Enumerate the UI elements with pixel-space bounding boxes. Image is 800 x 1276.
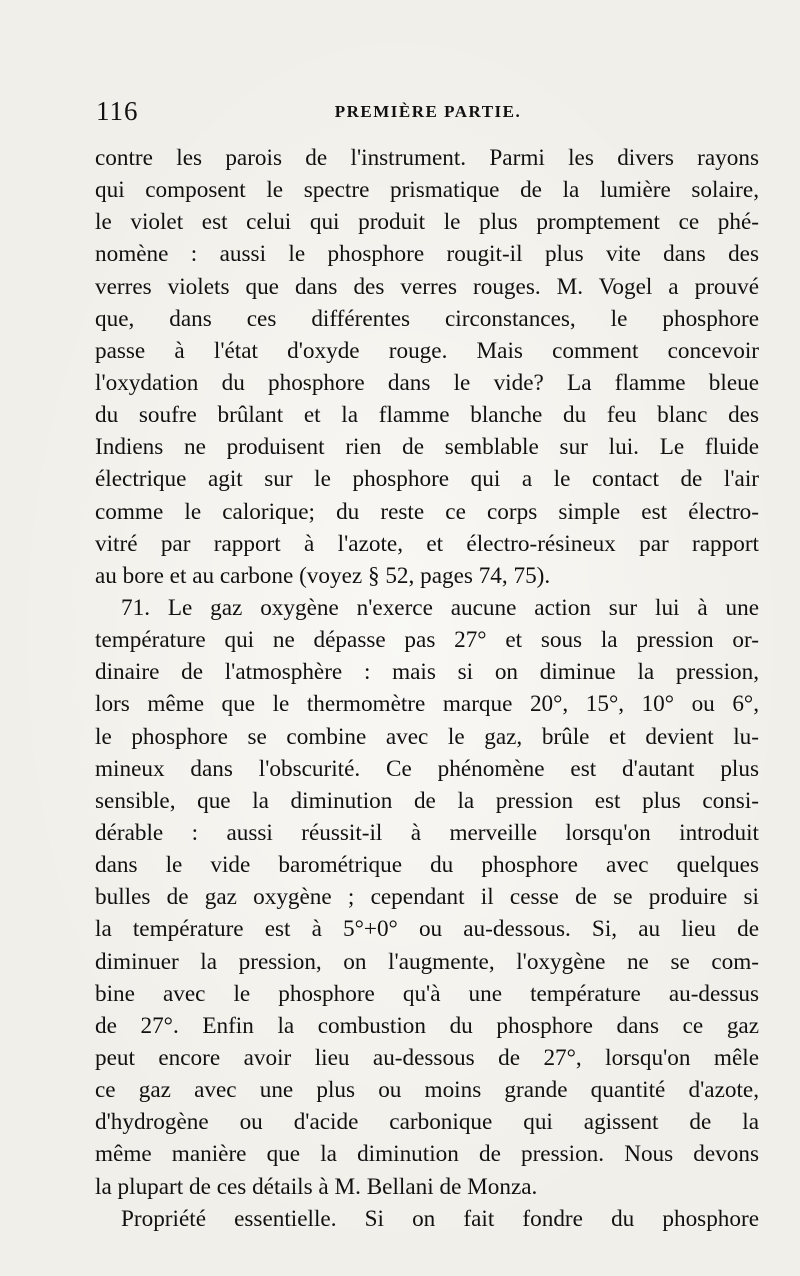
text-line: le violet est celui qui produit le plus promptement ce phé- (95, 209, 759, 236)
running-head: PREMIÈRE PARTIE. (334, 102, 522, 121)
paragraph-start-line: 71. Le gaz oxygène n'exerce aucune action sur lui à une (121, 594, 759, 621)
text-line: passe à l'état d'oxyde rouge. Mais comment concevoir (95, 337, 759, 364)
text-line: diminuer la pression, on l'augmente, l'oxygène ne se com- (95, 948, 759, 975)
text-line: vitré par rapport à l'azote, et électro-résineux par rapport (95, 530, 759, 557)
text-line: verres violets que dans des verres rouges. M. Vogel a prouvé (95, 273, 759, 300)
text-line: la température est à 5°+0° ou au-dessous. Si, au lieu de (95, 916, 759, 943)
text-line: peut encore avoir lieu au-dessous de 27°, lorsqu'on mêle (95, 1044, 759, 1071)
page-number: 116 (96, 96, 139, 126)
text-line: sensible, que la diminution de la pression est plus consi- (95, 787, 759, 814)
paragraph-start-line: Propriété essentielle. Si on fait fondre du phosphore (121, 1205, 759, 1232)
text-line: du soufre brûlant et la flamme blanche du feu blanc des (95, 402, 759, 429)
text-line: qui composent le spectre prismatique de la lumière solaire, (95, 177, 759, 204)
text-line: même manière que la diminution de pression. Nous devons (95, 1141, 759, 1168)
text-line: d'hydrogène ou d'acide carbonique qui agissent de la (95, 1109, 759, 1136)
text-line: la plupart de ces détails à M. Bellani de Monza. (95, 1173, 538, 1200)
text-line: contre les parois de l'instrument. Parmi les divers rayons (95, 145, 759, 171)
text-line: dans le vide barométrique du phosphore avec quelques (95, 852, 759, 879)
text-line: Indiens ne produisent rien de semblable sur lui. Le fluide (95, 434, 759, 461)
text-line: dérable : aussi réussit-il à merveille lorsqu'on introduit (95, 819, 759, 846)
text-line: que, dans ces différentes circonstances, le phosphore (95, 305, 759, 332)
text-line: dinaire de l'atmosphère : mais si on diminue la pression, (95, 659, 759, 686)
text-line: électrique agit sur le phosphore qui a le contact de l'air (95, 466, 759, 493)
text-line: le phosphore se combine avec le gaz, brûle et devient lu- (95, 723, 759, 750)
text-line: bine avec le phosphore qu'à une température au-dessus (95, 980, 759, 1007)
text-line: l'oxydation du phosphore dans le vide? La flamme bleue (95, 369, 759, 396)
body-text (95, 142, 759, 1235)
text-line: de 27°. Enfin la combustion du phosphore dans ce gaz (95, 1012, 759, 1039)
text-line: lors même que le thermomètre marque 20°, 15°, 10° ou 6°, (95, 691, 759, 718)
text-line: comme le calorique; du reste ce corps simple est électro- (95, 498, 759, 525)
text-line: nomène : aussi le phosphore rougit-il plus vite dans des (95, 241, 759, 268)
text-line: au bore et au carbone (voyez § 52, pages 74, 75). (95, 562, 551, 589)
page-header (96, 96, 760, 130)
text-line: bulles de gaz oxygène ; cependant il cesse de se produire si (95, 884, 759, 911)
text-line: mineux dans l'obscurité. Ce phénomène est d'autant plus (95, 755, 759, 782)
text-line: ce gaz avec une plus ou moins grande quantité d'azote, (95, 1077, 759, 1104)
text-line: température qui ne dépasse pas 27° et sous la pression or- (95, 627, 759, 654)
